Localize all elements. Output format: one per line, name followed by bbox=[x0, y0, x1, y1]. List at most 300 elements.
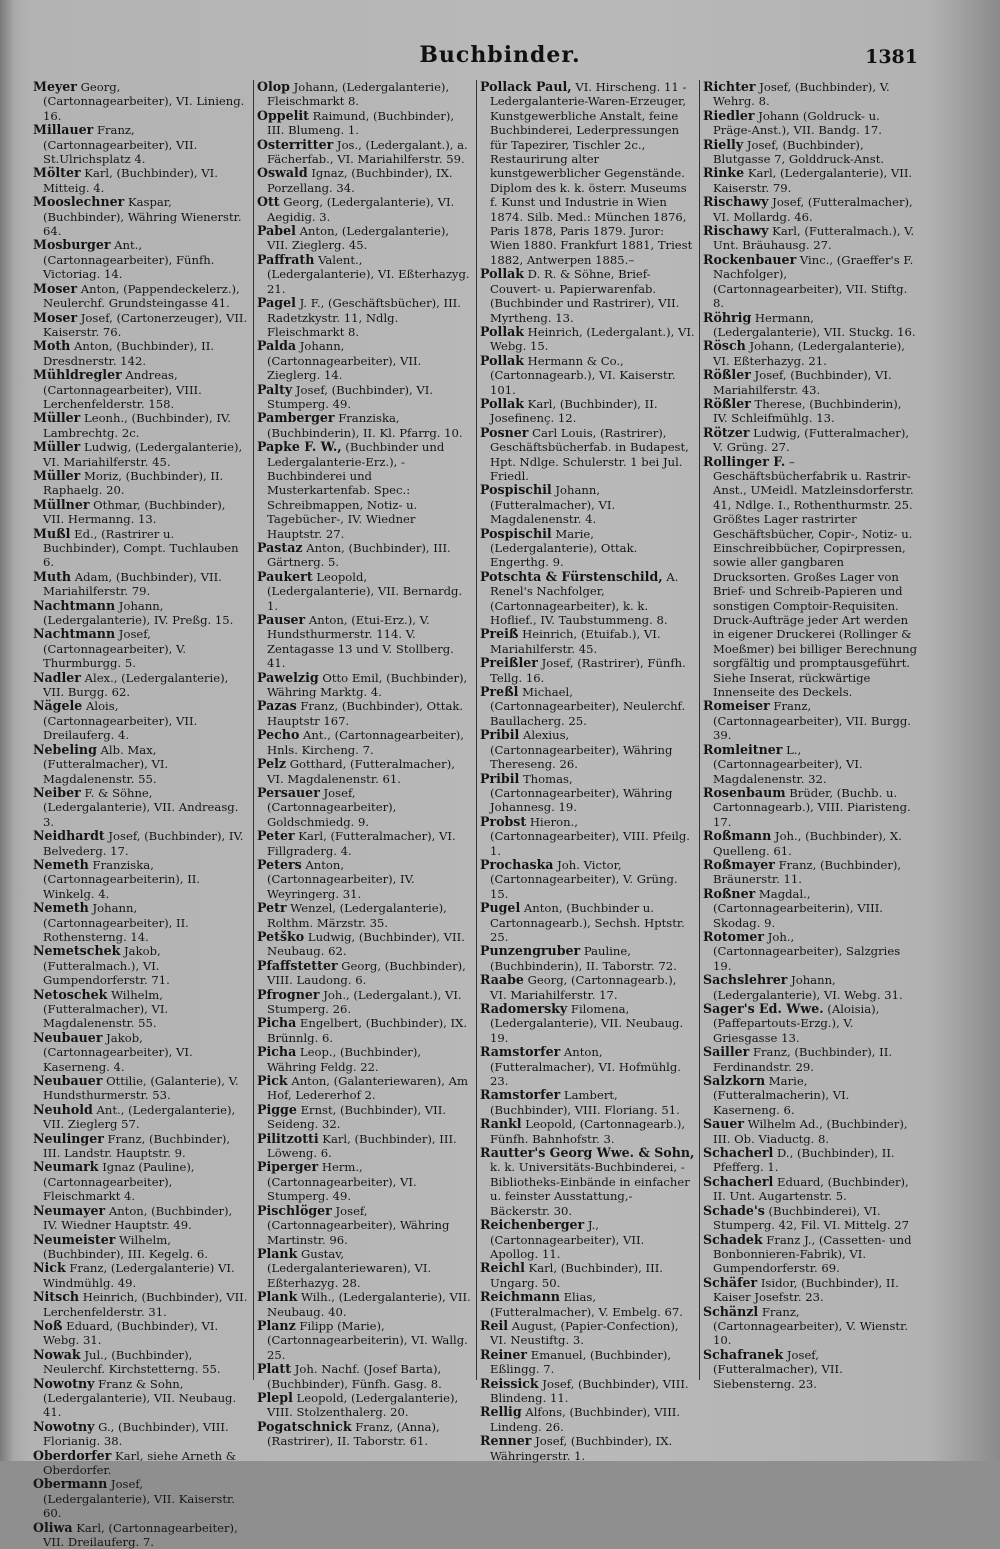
entry-details: A. Renel's Nachfolger, (Cartonnagearbeiter), k. k. Hoflief., IV. Taubstummeng. 8. bbox=[490, 569, 679, 628]
entry-details: Joh. Victor, (Cartonnagearbeiter), V. Grüng. 15. bbox=[490, 857, 678, 901]
directory-entry bbox=[703, 368, 919, 397]
directory-entry bbox=[480, 944, 696, 973]
entry-name: Müllner bbox=[33, 496, 90, 512]
entry-name: Mölter bbox=[33, 165, 81, 181]
entry-details: Raimund, (Buchbinder), III. Blumeng. 1. bbox=[267, 108, 455, 138]
directory-entry bbox=[480, 1405, 696, 1434]
directory-entry bbox=[33, 1103, 250, 1132]
directory-entry bbox=[257, 671, 473, 700]
entry-details: Ottilie, (Galanterie), V. Hundsthurmerstr. 53. bbox=[43, 1074, 239, 1103]
entry-details: Georg, (Buchbinder), VIII. Laudong. 6. bbox=[267, 958, 466, 988]
directory-entry bbox=[257, 1247, 473, 1290]
entry-details: Franz, (Buchbinder), III. Landstr. Hauptstr. 9. bbox=[43, 1131, 231, 1161]
entry-name: Pollak bbox=[480, 323, 524, 339]
entry-name: Rockenbauer bbox=[703, 251, 797, 267]
directory-entry bbox=[257, 138, 473, 167]
entry-details: (Buchbinder und Ledergalanterie-Erz.), -Buchbinderei und Musterkartenfab. Spec.: Schreibmappen, Notiz- u. Tagebücher-, IV. Wiedner Hauptstr. 27. bbox=[267, 440, 445, 541]
entry-name: Pribil bbox=[480, 727, 520, 743]
directory-entry bbox=[33, 311, 250, 340]
entry-details: Marie, (Ledergalanterie), Ottak. Engerthg. 9. bbox=[490, 526, 638, 570]
entry-name: Schadek bbox=[703, 1231, 763, 1247]
directory-entry bbox=[33, 901, 250, 944]
entry-name: Oswald bbox=[257, 165, 308, 181]
entry-details: Georg, (Cartonnagearbeiter), VI. Linieng. 16. bbox=[43, 80, 245, 123]
entry-name: Nick bbox=[33, 1260, 66, 1276]
directory-entry bbox=[703, 1175, 919, 1204]
directory-entry bbox=[33, 123, 250, 166]
directory-entry bbox=[703, 1204, 919, 1233]
entry-name: Olop bbox=[257, 79, 290, 94]
entry-details: (Aloisia), (Paffepartouts-Erzg.), V. Griesgasse 13. bbox=[713, 1002, 880, 1045]
entry-name: Sailler bbox=[703, 1044, 750, 1060]
entry-name: Picha bbox=[257, 1044, 297, 1060]
entry-details: Johann, (Cartonnagearbeiter), VII. Zieglerg. 14. bbox=[267, 339, 422, 383]
entry-name: Plank bbox=[257, 1245, 298, 1261]
directory-entry bbox=[33, 671, 250, 700]
directory-entry bbox=[257, 1160, 473, 1203]
entry-name: Punzengruber bbox=[480, 943, 581, 959]
directory-entry bbox=[257, 296, 473, 339]
entry-details: Franz J., (Cassetten- und Bonbonnieren-Fabrik), VI. Gumpendorferstr. 69. bbox=[713, 1232, 912, 1276]
entry-details: Moriz, (Buchbinder), II. Raphaelg. 20. bbox=[43, 468, 224, 498]
directory-entry bbox=[33, 440, 250, 469]
entry-details: Johann (Goldruck- u. Präge-Anst.), VII. Bandg. 17. bbox=[713, 108, 882, 138]
directory-entry bbox=[257, 339, 473, 382]
entry-details: Josef, (Buchbinder), V. Wehrg. 8. bbox=[713, 80, 890, 109]
entry-name: Pelz bbox=[257, 756, 287, 772]
entry-name: Moser bbox=[33, 280, 78, 296]
directory-entry bbox=[257, 829, 473, 858]
directory-entry bbox=[257, 253, 473, 296]
entry-name: Netoschek bbox=[33, 986, 108, 1002]
entry-name: Salzkorn bbox=[703, 1073, 766, 1089]
directory-entry bbox=[33, 498, 250, 527]
directory-entry bbox=[257, 1074, 473, 1103]
entry-name: Nägele bbox=[33, 698, 83, 714]
entry-name: Neubauer bbox=[33, 1073, 103, 1089]
entry-name: Pabel bbox=[257, 223, 296, 239]
directory-entry bbox=[703, 858, 919, 887]
entry-name: Noß bbox=[33, 1317, 63, 1333]
entry-name: Neumeister bbox=[33, 1231, 116, 1247]
directory-entry bbox=[257, 1045, 473, 1074]
entry-name: Probst bbox=[480, 813, 527, 829]
entry-details: Isidor, (Buchbinder), II. Kaiser Josefstr. 23. bbox=[713, 1275, 899, 1305]
entry-name: Petško bbox=[257, 928, 305, 944]
directory-entry bbox=[33, 743, 250, 786]
directory-entry bbox=[703, 1045, 919, 1074]
directory-entry bbox=[33, 1477, 250, 1520]
directory-entry bbox=[480, 1146, 696, 1218]
entry-name: Nadler bbox=[33, 669, 81, 685]
entry-details: D. R. & Söhne, Brief-Couvert- u. Papierwarenfab. (Buchbinder und Rastrirer), VII. Myrtheng. 13. bbox=[490, 267, 680, 325]
entry-details: Gustav, (Ledergalanteriewaren), VI. Eßterhazyg. 28. bbox=[267, 1246, 432, 1290]
entry-name: Rötzer bbox=[703, 424, 750, 440]
directory-entry bbox=[703, 138, 919, 167]
entry-details: Leonh., (Buchbinder), IV. Lambrechtg. 2c. bbox=[43, 411, 231, 440]
entry-details: Eduard, (Buchbinder), VI. Webg. 31. bbox=[43, 1318, 219, 1348]
entry-details: Adam, (Buchbinder), VII. Mariahilferstr. 79. bbox=[43, 569, 222, 599]
directory-entry bbox=[480, 1290, 696, 1319]
entry-name: Meyer bbox=[33, 79, 77, 94]
directory-entry bbox=[257, 757, 473, 786]
entry-name: Pilitzotti bbox=[257, 1130, 319, 1146]
directory-entry bbox=[33, 1160, 250, 1203]
directory-entry bbox=[257, 1391, 473, 1420]
entry-name: Planz bbox=[257, 1317, 296, 1333]
entry-details: VI. Hirscheng. 11 -Ledergalanterie-Waren-Erzeuger, Kunstgewerbliche Anstalt, feine Buchbinderei, Lederpressungen für Tapezirer, Tischler 2c., Restaurirung alter kunstgewerblicher Gegenstände. Diplom des k. k. österr. Museums f. Kunst und Industrie in Wien 1874. Silb. Med.: München 1876, Paris 1878, Paris 1879. Juror: Wien 1880. Frankfurt 1881, Triest 1882, Antwerpen 1885.– bbox=[490, 80, 693, 267]
directory-entry bbox=[33, 80, 250, 123]
entry-details: Josef, (Cartonnagearbeiter), V. Thurmburgg. 5. bbox=[43, 627, 187, 671]
entry-details: Wilh., (Ledergalanterie), VII. Neubaug. 40. bbox=[267, 1290, 471, 1319]
directory-entry bbox=[33, 1204, 250, 1233]
entry-name: Rösch bbox=[703, 338, 746, 354]
directory-entry bbox=[480, 426, 696, 484]
directory-columns bbox=[30, 79, 925, 1549]
entry-details: Franz & Sohn, (Ledergalanterie), VII. Neubaug. 41. bbox=[43, 1376, 237, 1420]
directory-entry bbox=[703, 1348, 919, 1391]
entry-name: Neulinger bbox=[33, 1130, 104, 1146]
entry-details: Thomas, (Cartonnagearbeiter), Währing Johannesg. 19. bbox=[490, 771, 673, 815]
entry-details: Hermann, (Ledergalanterie), VII. Stuckg. 16. bbox=[713, 310, 916, 339]
entry-details: Michael, (Cartonnagearbeiter), Neulerchf. Baullacherg. 25. bbox=[490, 685, 686, 728]
entry-name: Pamberger bbox=[257, 410, 335, 426]
directory-entry bbox=[480, 1261, 696, 1290]
entry-details: Franz, (Anna), (Rastrirer), II. Taborstr. 61. bbox=[267, 1419, 440, 1449]
directory-entry bbox=[257, 166, 473, 195]
entry-name: Pollak bbox=[480, 395, 524, 411]
entry-name: Oppelit bbox=[257, 107, 309, 123]
entry-name: Nemeth bbox=[33, 900, 89, 916]
directory-entry bbox=[480, 1218, 696, 1261]
directory-entry bbox=[703, 1074, 919, 1117]
directory-entry bbox=[257, 1204, 473, 1247]
entry-name: Preißler bbox=[480, 655, 538, 671]
entry-details: Josef, (Cartonerzeuger), VII. Kaiserstr. 76. bbox=[43, 310, 248, 339]
entry-details: Karl, siehe Arneth & Oberdorfer. bbox=[43, 1448, 237, 1477]
entry-details: Jakob, (Futteralmach.), VI. Gumpendorferstr. 71. bbox=[43, 944, 170, 988]
directory-entry bbox=[480, 527, 696, 570]
entry-details: Anton, (Futteralmacher), VI. Hofmühlg. 23. bbox=[490, 1045, 681, 1089]
entry-details: Ludwig, (Futteralmacher), V. Grüng. 27. bbox=[713, 425, 910, 455]
entry-name: Pospischil bbox=[480, 482, 552, 498]
directory-entry bbox=[480, 858, 696, 901]
entry-name: Röhrig bbox=[703, 309, 752, 325]
entry-name: Rotomer bbox=[703, 928, 765, 944]
entry-name: Reichmann bbox=[480, 1289, 560, 1305]
entry-details: Heinrich, (Etuifab.), VI. Mariahilferstr. 45. bbox=[490, 627, 661, 656]
entry-name: Muth bbox=[33, 568, 72, 584]
entry-name: Richter bbox=[703, 79, 756, 94]
entry-name: Rischawy bbox=[703, 223, 769, 239]
entry-name: Plank bbox=[257, 1289, 298, 1305]
entry-name: Ramstorfer bbox=[480, 1087, 561, 1103]
entry-details: Franziska, (Cartonnagearbeiterin), II. Winkelg. 4. bbox=[43, 857, 201, 901]
directory-entry bbox=[257, 570, 473, 613]
entry-name: Pastaz bbox=[257, 540, 303, 555]
directory-entry bbox=[480, 1045, 696, 1088]
directory-entry bbox=[703, 1276, 919, 1305]
entry-details: Filomena, (Ledergalanterie), VII. Neubaug. 19. bbox=[490, 1002, 684, 1045]
entry-name: Paffrath bbox=[257, 251, 315, 267]
entry-name: Roßmann bbox=[703, 828, 772, 844]
entry-details: Herm., (Cartonnagearbeiter), VI. Stumperg. 49. bbox=[267, 1160, 417, 1204]
column-4 bbox=[699, 79, 922, 1391]
entry-details: Franz, (Buchbinder), Bräunerstr. 11. bbox=[713, 857, 902, 887]
entry-details: Karl, (Buchbinder), III. Ungarg. 50. bbox=[490, 1261, 663, 1290]
directory-entry bbox=[33, 411, 250, 440]
entry-details: Pauline, (Buchbinderin), II. Taborstr. 72. bbox=[490, 944, 677, 973]
entry-details: Heinrich, (Ledergalant.), VI. Webg. 15. bbox=[490, 324, 695, 354]
directory-entry bbox=[703, 455, 919, 700]
entry-name: Peter bbox=[257, 828, 295, 844]
directory-entry bbox=[703, 397, 919, 426]
entry-name: Neumark bbox=[33, 1159, 99, 1175]
entry-details: Ludwig, (Ledergalanterie), VI. Mariahilferstr. 45. bbox=[43, 440, 243, 469]
entry-details: L., (Cartonnagearbeiter), VI. Magdalenenstr. 32. bbox=[713, 742, 863, 786]
directory-entry bbox=[703, 253, 919, 311]
directory-entry bbox=[33, 1377, 250, 1420]
entry-details: Johann, (Ledergalanterie), Fleischmarkt 8. bbox=[267, 80, 450, 109]
entry-details: Jul., (Buchbinder), Neulerchf. Kirchstetterng. 55. bbox=[43, 1347, 221, 1377]
entry-name: Rankl bbox=[480, 1116, 522, 1132]
entry-details: Johann, (Ledergalanterie), VI. Webg. 31. bbox=[713, 973, 903, 1002]
entry-details: Anton, (Buchbinder), IV. Wiedner Hauptstr. 49. bbox=[43, 1203, 233, 1233]
entry-name: Nebeling bbox=[33, 741, 97, 757]
directory-entry bbox=[480, 483, 696, 526]
directory-entry bbox=[257, 613, 473, 671]
entry-name: Pagel bbox=[257, 295, 296, 311]
entry-name: Rellig bbox=[480, 1404, 522, 1420]
entry-details: Karl, (Buchbinder), VI. Mitteig. 4. bbox=[43, 166, 218, 195]
directory-entry bbox=[703, 1117, 919, 1146]
entry-details: k. k. Universitäts-Buchbinderei, -Bibliotheks-Einbände in einfacher u. feinster Ausstattung,- Bäckerstr. 30. bbox=[490, 1160, 690, 1218]
entry-details: Anton, (Pappendeckelerz.), Neulerchf. Grundsteingasse 41. bbox=[43, 281, 240, 311]
directory-entry bbox=[480, 627, 696, 656]
entry-details: Gotthard, (Futteralmacher), VI. Magdalenenstr. 61. bbox=[267, 757, 455, 786]
entry-details: Georg, (Ledergalanterie), VI. Aegidig. 3. bbox=[267, 195, 455, 224]
entry-name: Pospischil bbox=[480, 525, 552, 541]
entry-name: Prochaska bbox=[480, 856, 554, 872]
entry-details: Anton, (Buchbinder), II. Dresdnerstr. 142. bbox=[43, 339, 214, 368]
entry-name: Radomersky bbox=[480, 1001, 568, 1016]
directory-entry bbox=[33, 1290, 250, 1319]
directory-entry bbox=[480, 354, 696, 397]
directory-entry bbox=[257, 786, 473, 829]
entry-name: Neuhold bbox=[33, 1101, 93, 1117]
entry-details: Otto Emil, (Buchbinder), Währing Marktg. 4. bbox=[267, 670, 468, 700]
directory-entry bbox=[703, 224, 919, 253]
entry-details: (Buchbinderei), VI. Stumperg. 42, Fil. VI. Mittelg. 27 bbox=[713, 1203, 909, 1233]
entry-name: Moth bbox=[33, 338, 71, 354]
entry-name: Schäfer bbox=[703, 1274, 758, 1290]
entry-name: Schacherl bbox=[703, 1145, 774, 1161]
directory-entry bbox=[33, 1233, 250, 1262]
entry-name: Rinke bbox=[703, 165, 745, 181]
entry-details: Brüder, (Buchb. u. Cartonnagearb.), VIII. Piaristeng. 17. bbox=[713, 785, 911, 829]
entry-name: Riedler bbox=[703, 107, 755, 123]
entry-name: Reichenberger bbox=[480, 1217, 585, 1233]
directory-entry bbox=[480, 656, 696, 685]
entry-name: Preiß bbox=[480, 626, 519, 642]
entry-details: August, (Papier-Confection), VI. Neustiftg. 3. bbox=[490, 1318, 679, 1348]
page-header bbox=[0, 42, 1000, 76]
entry-details: Georg, (Cartonnagearb.), VI. Mariahilferstr. 17. bbox=[490, 973, 677, 1002]
entry-details: J. F., (Geschäftsbücher), III. Radetzkystr. 11, Ndlg. Fleischmarkt 8. bbox=[267, 296, 461, 339]
entry-name: Sachslehrer bbox=[703, 972, 788, 988]
directory-entry bbox=[257, 383, 473, 412]
directory-entry bbox=[703, 786, 919, 829]
entry-details: – Geschäftsbücherfabrik u. Rastrir-Anst., UMeidl. Matzleinsdorferstr. 41, Ndlge. I., Rothenthurmstr. 25. Größtes Lager rastrirter Geschäftsbücher, Copir-, Notiz- u. Einschreibbücher, Copirpressen, sowie aller gangbaren Drucksorten. Großes Lager von Brief- und Schreib-Papieren und sonstigen Comptoir-Requisiten. Druck-Aufträge jeder Art werden in eigener Druckerei (Rollinger & Moeßmer) bei billiger Berechnung sorgfältig und promptausgeführt. Siehe Inserat, rückwärtige Innenseite des Deckels. bbox=[713, 454, 918, 700]
entry-name: Picha bbox=[257, 1015, 297, 1031]
directory-entry bbox=[33, 166, 250, 195]
directory-entry bbox=[257, 109, 473, 138]
directory-entry bbox=[33, 858, 250, 901]
entry-details: Hermann & Co., (Cartonnagearb.), VI. Kaiserstr. 101. bbox=[490, 353, 676, 397]
directory-entry bbox=[480, 973, 696, 1002]
entry-name: Rautter's Georg Wwe. & Sohn, bbox=[480, 1145, 695, 1161]
directory-entry bbox=[33, 699, 250, 742]
entry-details: Hieron., (Cartonnagearbeiter), VIII. Pfeilg. 1. bbox=[490, 814, 690, 858]
directory-entry bbox=[703, 109, 919, 138]
entry-details: Josef, (Cartonnagearbeiter), Währing Martinstr. 96. bbox=[267, 1203, 450, 1247]
entry-details: Franz, (Cartonnagearbeiter), VII. Burgg. 39. bbox=[713, 699, 911, 743]
directory-entry bbox=[703, 339, 919, 368]
entry-name: Pfaffstetter bbox=[257, 957, 338, 973]
directory-entry bbox=[33, 527, 250, 570]
directory-entry bbox=[33, 368, 250, 411]
entry-name: Reil bbox=[480, 1317, 509, 1333]
entry-details: Karl, (Cartonnagearbeiter), VII. Dreilauferg. 7. bbox=[43, 1520, 238, 1549]
directory-entry bbox=[480, 1377, 696, 1406]
entry-name: Osterritter bbox=[257, 136, 334, 152]
entry-name: Schacherl bbox=[703, 1173, 774, 1189]
directory-entry bbox=[33, 339, 250, 368]
entry-details: Josef, (Futteralmacher), VI. Mollardg. 46. bbox=[713, 195, 913, 224]
entry-details: Josef, (Buchbinder), VI. Mariahilferstr. 43. bbox=[713, 368, 892, 397]
directory-entry bbox=[703, 1305, 919, 1348]
directory-entry bbox=[33, 627, 250, 670]
entry-details: Filipp (Marie), (Cartonnagearbeiterin), VI. Wallg. 25. bbox=[267, 1318, 468, 1362]
entry-details: Heinrich, (Buchbinder), VII. Lerchenfelderstr. 31. bbox=[43, 1290, 248, 1319]
directory-entry bbox=[257, 224, 473, 253]
entry-details: Leopold, (Cartonnagearb.), Fünfh. Bahnhofstr. 3. bbox=[490, 1117, 686, 1146]
entry-details: Johann, (Ledergalanterie), IV. Preßg. 15. bbox=[43, 598, 234, 628]
directory-entry bbox=[480, 772, 696, 815]
entry-details: Engelbert, (Buchbinder), IX. Brünnlg. 6. bbox=[267, 1016, 468, 1045]
entry-name: Nachtmann bbox=[33, 626, 116, 642]
directory-entry bbox=[703, 743, 919, 786]
entry-details: Jos., (Ledergalant.), a. Fächerfab., VI. Mariahilferstr. 59. bbox=[267, 137, 468, 167]
entry-details: Alexius, (Cartonnagearbeiter), Währing Thereseng. 26. bbox=[490, 728, 673, 772]
entry-details: Franz, (Buchbinder), II. Ferdinandstr. 29. bbox=[713, 1045, 893, 1074]
entry-name: Pogatschnick bbox=[257, 1418, 352, 1434]
entry-name: Reiner bbox=[480, 1346, 528, 1362]
entry-name: Reissick bbox=[480, 1375, 539, 1391]
directory-entry bbox=[257, 195, 473, 224]
entry-details: Josef, (Buchbinder), VI. Stumperg. 49. bbox=[267, 382, 434, 411]
directory-entry bbox=[480, 901, 696, 944]
entry-name: Schänzl bbox=[703, 1303, 759, 1319]
directory-entry bbox=[703, 1233, 919, 1276]
directory-entry bbox=[703, 426, 919, 455]
entry-name: Pischlöger bbox=[257, 1202, 332, 1218]
entry-name: Oberdorfer bbox=[33, 1447, 112, 1463]
entry-details: Carl Louis, (Rastrirer), Geschäftsbücherfab. in Budapest, Hpt. Ndlge. Schulerstr. 1 bei Jul. Friedl. bbox=[490, 425, 689, 483]
entry-name: Mußl bbox=[33, 525, 71, 541]
entry-name: Mosburger bbox=[33, 237, 111, 253]
entry-name: Rößler bbox=[703, 395, 751, 411]
entry-details: Alb. Max, (Futteralmacher), VI. Magdalenenstr. 55. bbox=[43, 742, 169, 786]
entry-details: Josef, (Rastrirer), Fünfh. Tellg. 16. bbox=[490, 656, 686, 685]
entry-details: Ignaz, (Buchbinder), IX. Porzellang. 34. bbox=[267, 166, 453, 195]
entry-details: Johann, (Cartonnagearbeiter), II. Rothensterng. 14. bbox=[43, 901, 189, 944]
entry-details: Magdal., (Cartonnagearbeiterin), VIII. Skodag. 9. bbox=[713, 886, 883, 930]
entry-details: Leopold, (Ledergalanterie), VII. Bernardg. 1. bbox=[267, 569, 463, 613]
entry-details: Joh., (Buchbinder), X. Quelleng. 61. bbox=[713, 829, 902, 858]
directory-entry bbox=[703, 1146, 919, 1175]
directory-entry bbox=[33, 1420, 250, 1449]
entry-details: Leop., (Buchbinder), Währing Feldg. 22. bbox=[267, 1045, 422, 1074]
entry-name: Obermann bbox=[33, 1476, 108, 1492]
entry-name: Schade's bbox=[703, 1202, 765, 1218]
directory-entry bbox=[33, 1449, 250, 1478]
entry-name: Pollack Paul, bbox=[480, 79, 572, 94]
entry-details: Franz, (Cartonnagearbeiter), V. Wienstr. 10. bbox=[713, 1304, 909, 1348]
entry-name: Nowotny bbox=[33, 1375, 95, 1391]
entry-name: Platt bbox=[257, 1361, 292, 1377]
entry-details: Anton, (Ledergalanterie), VII. Zieglerg. 45. bbox=[267, 224, 450, 253]
directory-entry bbox=[257, 1362, 473, 1391]
entry-details: Karl, (Buchbinder), II. Josefinenç. 12. bbox=[490, 396, 658, 426]
entry-details: Emanuel, (Buchbinder), Eßlingg. 7. bbox=[490, 1347, 672, 1377]
directory-entry bbox=[703, 973, 919, 1002]
entry-details: Wilhelm Ad., (Buchbinder), III. Ob. Viaductg. 8. bbox=[713, 1117, 908, 1146]
entry-details: Alex., (Ledergalanterie), VII. Burgg. 62. bbox=[43, 670, 229, 700]
entry-name: Rielly bbox=[703, 136, 744, 152]
entry-name: Raabe bbox=[480, 972, 524, 988]
directory-entry bbox=[257, 1290, 473, 1319]
directory-entry bbox=[33, 944, 250, 987]
entry-details: Ernst, (Buchbinder), VII. Seideng. 32. bbox=[267, 1102, 447, 1132]
entry-details: Joh., (Ledergalant.), VI. Stumperg. 26. bbox=[267, 987, 462, 1016]
entry-name: Neiber bbox=[33, 784, 81, 800]
entry-details: Ed., (Rastrirer u. Buchbinder), Compt. Tuchlauben 6. bbox=[43, 526, 239, 570]
entry-name: Mühldregler bbox=[33, 367, 122, 383]
entry-name: Neidhardt bbox=[33, 828, 105, 844]
page-number: 1381 bbox=[865, 46, 918, 68]
entry-details: Josef, (Cartonnagearbeiter), Goldschmiedg. 9. bbox=[267, 785, 397, 829]
directory-entry bbox=[257, 901, 473, 930]
directory-entry bbox=[703, 166, 919, 195]
entry-name: Ott bbox=[257, 194, 280, 210]
directory-entry bbox=[257, 728, 473, 757]
directory-entry bbox=[33, 1031, 250, 1074]
directory-entry bbox=[480, 397, 696, 426]
directory-entry bbox=[257, 1132, 473, 1161]
entry-name: Pauser bbox=[257, 612, 306, 628]
entry-details: Franz, (Buchbinder), Ottak. Hauptstr 167. bbox=[267, 699, 464, 728]
entry-name: Pfrogner bbox=[257, 986, 320, 1002]
entry-name: Nemeth bbox=[33, 856, 89, 872]
directory-entry bbox=[257, 1319, 473, 1362]
entry-details: Ant., (Ledergalanterie), VII. Zieglerg 57. bbox=[43, 1102, 236, 1132]
entry-name: Roßmayer bbox=[703, 856, 775, 872]
entry-details: Josef, (Buchbinder), IX. Währingerstr. 1. bbox=[490, 1434, 673, 1463]
entry-name: Petr bbox=[257, 900, 287, 916]
entry-name: Preßl bbox=[480, 684, 519, 700]
entry-details: Alois, (Cartonnagearbeiter), VII. Dreilauferg. 4. bbox=[43, 699, 198, 743]
